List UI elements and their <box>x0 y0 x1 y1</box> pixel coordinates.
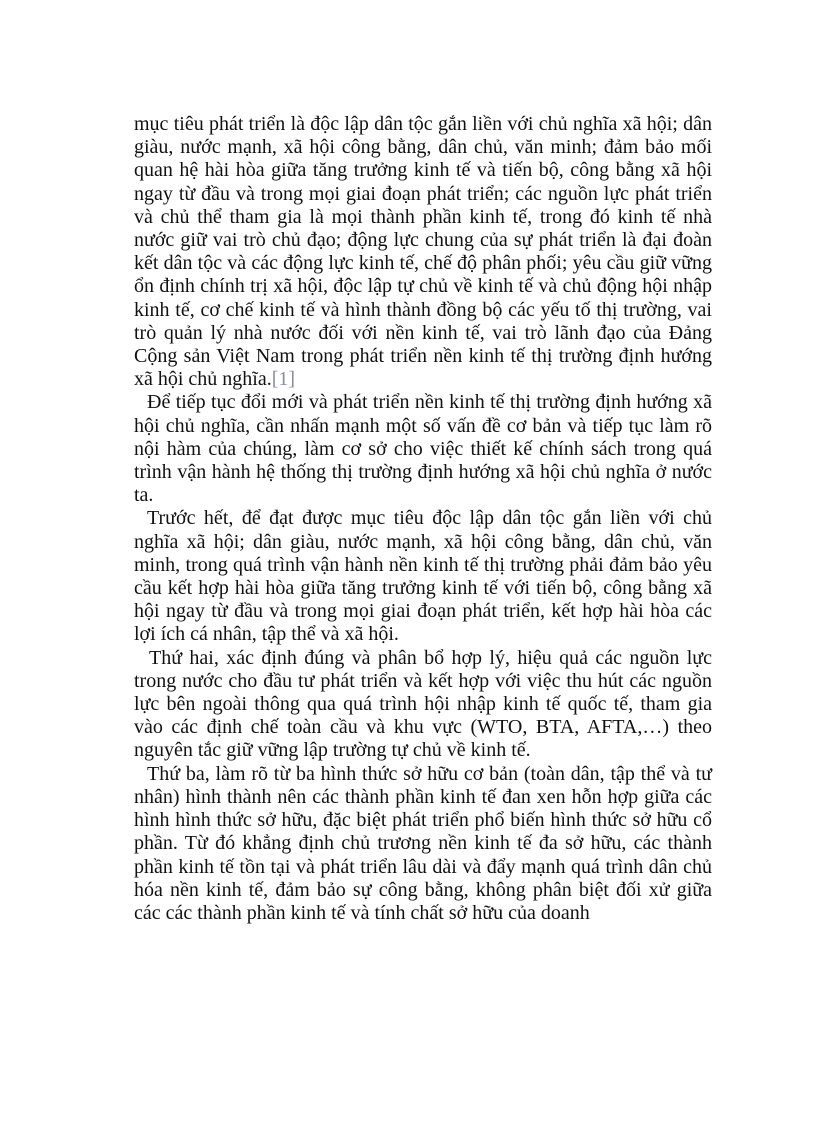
footnote-reference[interactable]: [1] <box>271 368 296 391</box>
paragraph-second: Thứ hai, xác định đúng và phân bổ hợp lý, hiệu quả các nguồn lực trong nước cho đầu tư phát triển và kết hợp với việc thu hút các nguồn lực bên ngoài thông qua quá trình hội nhập kinh tế quốc tế, tham gia vào các định chế toàn cầu và khu vực (WTO, BTA, AFTA,…) theo nguyên tắc giữ vững lập trường tự chủ về kinh tế. <box>134 646 712 762</box>
paragraph-third: Thứ ba, làm rõ từ ba hình thức sở hữu cơ bản (toàn dân, tập thể và tư nhân) hình thành nên các thành phần kinh tế đan xen hỗn hợp giữa các hình hình thức sở hữu, đặc biệt phát triển phổ biến hình thức sở hữu cổ phần. Từ đó khẳng định chủ trương nền kinh tế đa sở hữu, các thành phần kinh tế tồn tại và phát triển lâu dài và đẩy mạnh quá trình dân chủ hóa nền kinh tế, đảm bảo sự công bằng, không phân biệt đối xử giữa các các thành phần kinh tế và tính chất sở hữu của doanh <box>134 762 712 924</box>
paragraph-reform: Để tiếp tục đổi mới và phát triển nền kinh tế thị trường định hướng xã hội chủ nghĩa, cần nhấn mạnh một số vấn đề cơ bản và tiếp tục làm rõ nội hàm của chúng, làm cơ sở cho việc thiết kế chính sách trong quá trình vận hành hệ thống thị trường định hướng xã hội chủ nghĩa ở nước ta. <box>134 391 712 507</box>
paragraph-text: mục tiêu phát triển là độc lập dân tộc gắn liền với chủ nghĩa xã hội; dân giàu, nước mạnh, xã hội công bằng, dân chủ, văn minh; đảm bảo mối quan hệ hài hòa giữa tăng trưởng kinh tế và tiến bộ, công bằng xã hội ngay từ đầu và trong mọi giai đoạn phát triển; các nguồn lực phát triển và chủ thể tham gia là mọi thành phần kinh tế, trong đó kinh tế nhà nước giữ vai trò chủ đạo; động lực chung của sự phát triển là đại đoàn kết dân tộc và các động lực kinh tế, chế độ phân phối; yêu cầu giữ vững ổn định chính trị xã hội, độc lập tự chủ về kinh tế và chủ động hội nhập kinh tế, cơ chế kinh tế và hình thành đồng bộ các yếu tố thị trường, vai trò quản lý nhà nước đối với nền kinh tế, vai trò lãnh đạo của Đảng Cộng sản Việt Nam trong phát triển nền kinh tế thị trường định hướng xã hội chủ nghĩa. <box>134 113 712 391</box>
paragraph-first: Trước hết, để đạt được mục tiêu độc lập dân tộc gắn liền với chủ nghĩa xã hội; dân giàu, nước mạnh, xã hội công bằng, dân chủ, văn minh, trong quá trình vận hành nền kinh tế thị trường phải đảm bảo yêu cầu kết hợp hài hòa giữa tăng trưởng kinh tế với tiến bộ, công bằng xã hội ngay từ đầu và trong mọi giai đoạn phát triển, kết hợp hài hòa các lợi ích cá nhân, tập thể và xã hội. <box>134 507 712 646</box>
document-page <box>134 113 712 925</box>
paragraph-continuation <box>134 113 712 391</box>
